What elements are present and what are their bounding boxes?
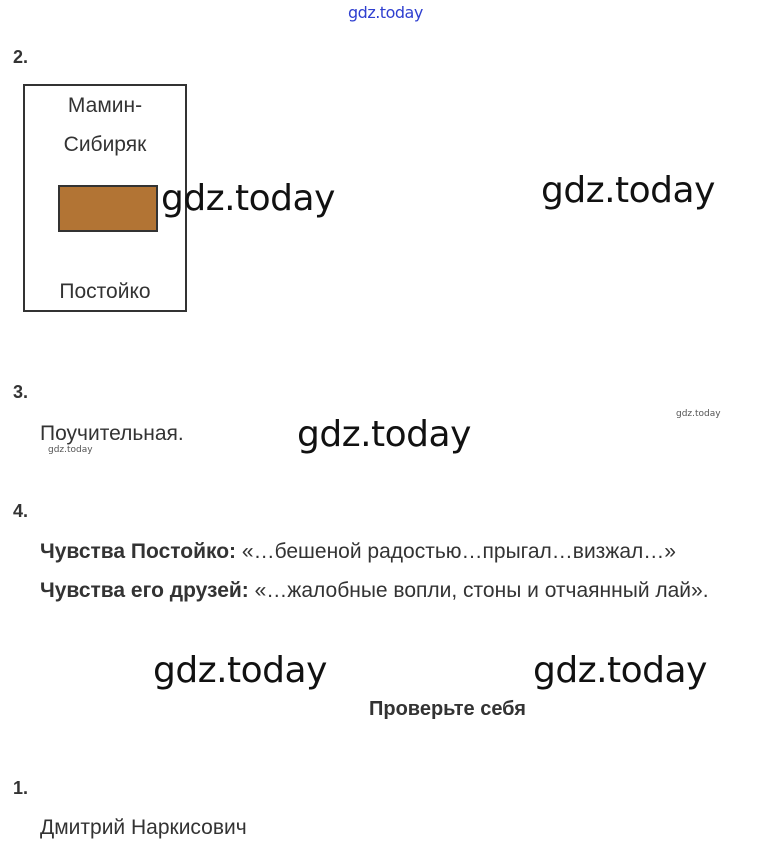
book-title: Постойко	[59, 280, 151, 303]
watermark-big: gdz.today	[541, 170, 715, 211]
task-3-answer: Поучительная.	[40, 422, 184, 445]
task-3-number: 3.	[13, 382, 29, 402]
task-4-line-1-label: Чувства Постойко:	[40, 540, 237, 563]
watermark-big: gdz.today	[161, 178, 335, 219]
book-author-line2: Сибиряк	[63, 133, 147, 156]
check-section-heading: Проверьте себя	[369, 698, 526, 720]
task-4-line-1	[40, 540, 676, 564]
book-author-line1: Мамин-	[67, 94, 143, 117]
watermark-small: gdz.today	[676, 409, 721, 419]
book-cover-swatch	[58, 185, 158, 232]
watermark-big: gdz.today	[153, 650, 327, 691]
task-4-line-1-text: «…бешеной радостью…прыгал…визжал…»	[236, 540, 676, 563]
check-1-number: 1.	[13, 778, 29, 798]
task-2-number: 2.	[13, 47, 29, 67]
watermark-big: gdz.today	[297, 414, 471, 455]
task-4-line-2-label: Чувства его друзей:	[40, 579, 249, 602]
task-4-line-2-text: «…жалобные вопли, стоны и отчаянный лай».	[248, 579, 709, 602]
check-1-answer: Дмитрий Наркисович	[40, 816, 247, 839]
watermark-small: gdz.today	[48, 445, 93, 455]
task-4-number: 4.	[13, 501, 29, 521]
watermark-big: gdz.today	[533, 650, 707, 691]
watermark-top: gdz.today	[348, 3, 423, 22]
task-4-line-2	[40, 579, 709, 603]
